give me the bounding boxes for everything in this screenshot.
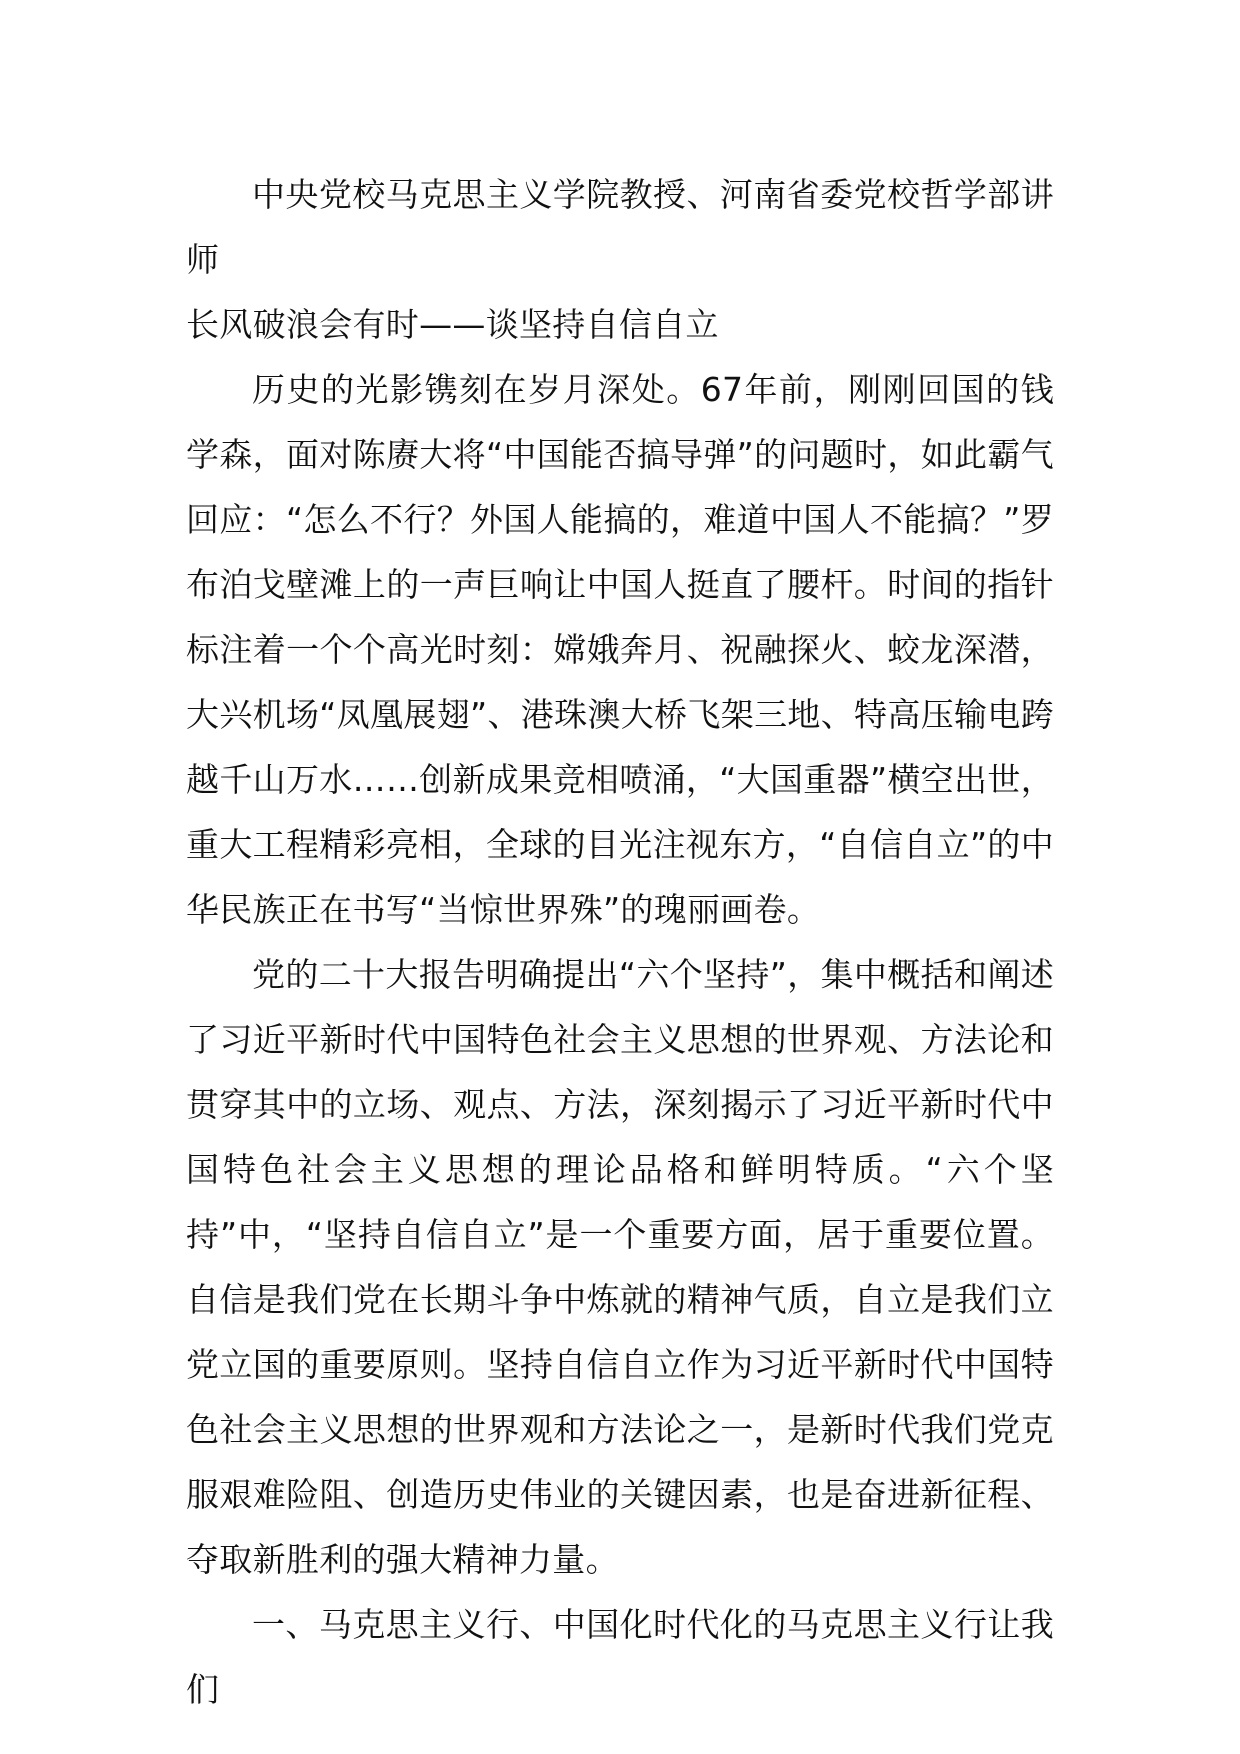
article-title: 长风破浪会有时——谈坚持自信自立 <box>186 305 719 344</box>
section-heading-1: 一、马克思主义行、中国化时代化的马克思主义行让我们 <box>186 1605 1054 1709</box>
body-paragraph-1: 历史的光影镌刻在岁月深处。67年前，刚刚回国的钱学森，面对陈赓大将“中国能否搞导弹”的问题时，如此霸气回应：“怎么不行？外国人能搞的，难道中国人不能搞？”罗布泊戈壁滩上的一声巨响让中国人挺直了腰杆。时间的指针标注着一个个高光时刻：嫦娥奔月、祝融探火、蛟龙深潜，大兴机场“凤凰展翅”、港珠澳大桥飞架三地、特高压输电跨越千山万水……创新成果竞相喷涌，“大国重器”横空出世，重大工程精彩亮相，全球的目光注视东方，“自信自立”的中华民族正在书写“当惊世界殊”的瑰丽画卷。 <box>186 370 1054 929</box>
body-paragraph-2: 党的二十大报告明确提出“六个坚持”，集中概括和阐述了习近平新时代中国特色社会主义思想的世界观、方法论和贯穿其中的立场、观点、方法，深刻揭示了习近平新时代中国特色社会主义思想的理论品格和鲜明特质。“六个坚持”中，“坚持自信自立”是一个重要方面，居于重要位置。自信是我们党在长期斗争中炼就的精神气质，自立是我们立党立国的重要原则。坚持自信自立作为习近平新时代中国特色社会主义思想的世界观和方法论之一，是新时代我们党克服艰难险阻、创造历史伟业的关键因素，也是奋进新征程、夺取新胜利的强大精神力量。 <box>186 955 1054 1579</box>
header-line: 中央党校马克思主义学院教授、河南省委党校哲学部讲师 <box>186 175 1054 279</box>
document-body <box>186 162 1054 1722</box>
